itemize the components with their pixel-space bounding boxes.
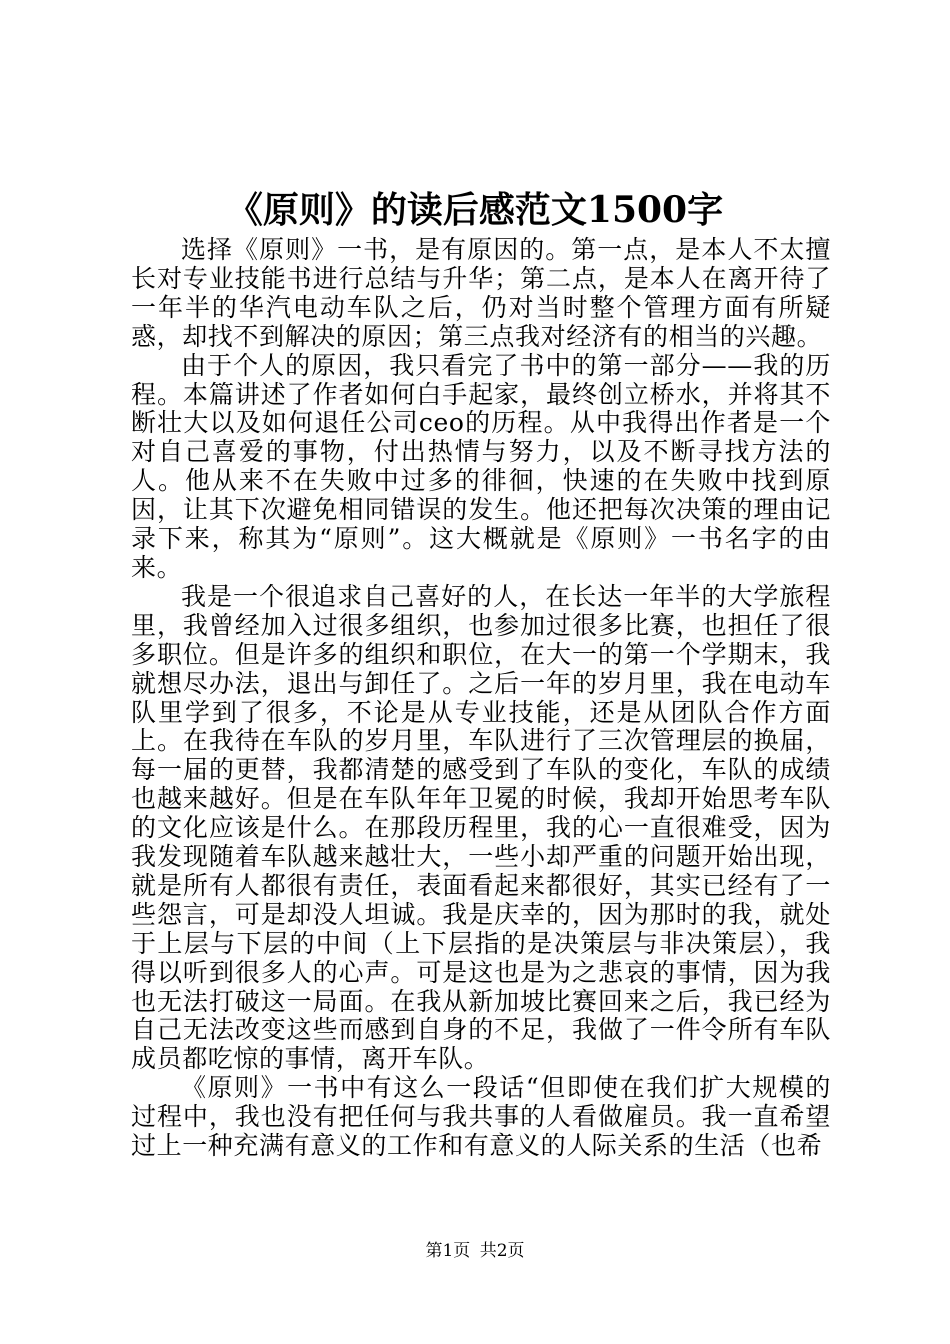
document-body [131, 236, 831, 1161]
paragraph-3: 我是一个很追求自己喜好的人，在长达一年半的大学旅程里，我曾经加入过很多组织，也参加过很多比赛，也担任了很多职位。但是许多的组织和职位，在大一的第一个学期末，我就想尽办法，退出与卸任了。之后一年的岁月里，我在电动车队里学到了很多，不论是从专业技能，还是从团队合作方面上。在我待在车队的岁月里，车队进行了三次管理层的换届，每一届的更替，我都清楚的感受到了车队的变化，车队的成绩也越来越好。但是在车队年年卫冕的时候，我却开始思考车队的文化应该是什么。在那段历程里，我的心一直很难受，因为我发现随着车队越来越壮大，一些小却严重的问题开始出现，就是所有人都很有责任，表面看起来都很好，其实已经有了一些怨言，可是却没人坦诚。我是庆幸的，因为那时的我，就处于上层与下层的中间（上下层指的是决策层与非决策层），我得以听到很多人的心声。可是这也是为之悲哀的事情，因为我也无法打破这一局面。在我从新加坡比赛回来之后，我已经为自己无法改变这些而感到自身的不足，我做了一件令所有车队成员都吃惊的事情，离开车队。 [131, 581, 831, 1074]
page-total: 共2页 [479, 1241, 525, 1261]
document-title: 《原则》的读后感范文1500字 [226, 189, 724, 231]
paragraph-1: 选择《原则》一书，是有原因的。第一点，是本人不太擅长对专业技能书进行总结与升华；第二点，是本人在离开待了一年半的华汽电动车队之后，仍对当时整个管理方面有所疑惑，却找不到解决的原因；第三点我对经济有的相当的兴趣。 [131, 235, 831, 351]
page-footer [0, 1240, 950, 1262]
paragraph-4: 《原则》一书中有这么一段话“但即使在我们扩大规模的过程中，我也没有把任何与我共事的人看做雇员。我一直希望过上一种充满有意义的工作和有意义的人际关系的生活（也希 [131, 1073, 831, 1161]
paragraph-2: 由于个人的原因，我只看完了书中的第一部分——我的历程。本篇讲述了作者如何白手起家，最终创立桥水，并将其不断壮大以及如何退任公司ceo的历程。从中我得出作者是一个对自己喜爱的事物，付出热情与努力，以及不断寻找方法的人。他从来不在失败中过多的徘徊，快速的在失败中找到原因，让其下次避免相同错误的发生。他还把每次决策的理由记录下来，称其为“原则”。这大概就是《原则》一书名字的由来。 [131, 350, 831, 582]
page-number: 第1页 [425, 1241, 471, 1261]
